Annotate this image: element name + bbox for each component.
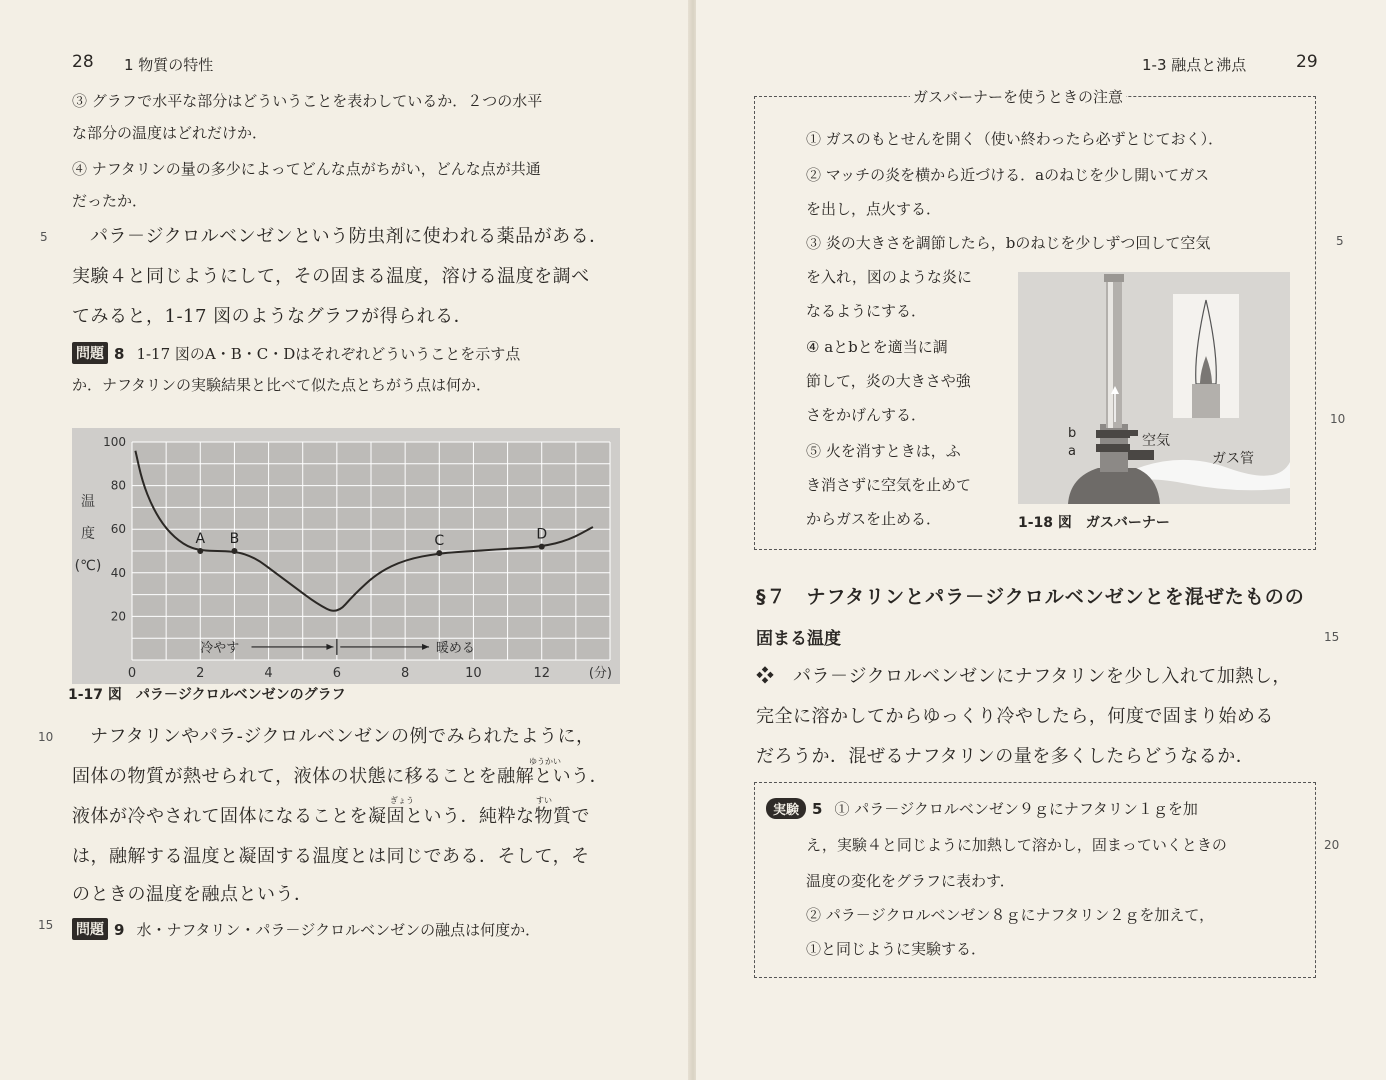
x-tick-label: 6 [332,666,341,681]
step-4-line3: さをかげんする． [806,406,927,424]
step-4-line1: ④ aとbとを適当に調 [806,338,948,356]
line-number-10: 10 [38,730,54,744]
label-b: b [1068,426,1077,441]
problem-9-number: 9 [114,921,125,939]
right-line-number-20: 20 [1324,838,1340,852]
x-tick-label: 8 [401,666,410,681]
figure-1-17-caption: 1-17 図 パラ－ジクロルベンゼンのグラフ [68,687,346,703]
x-unit-label: (分) [588,666,612,681]
right-line-number-5: 5 [1336,234,1344,248]
paragraph2-line2: 固体の物質が熱せられて，液体の状態に移ることを融解という． [72,766,609,787]
problem-8-text-line2: か．ナフタリンの実験結果と比べて似た点とちがう点は何か． [72,376,491,394]
y-tick-label: 20 [110,609,126,624]
intro-line3: だろうか．混ぜるナフタリンの量を多くしたらどうなるか． [756,746,1255,767]
point-label-c: C [434,533,445,550]
annotation-cool: 冷やす [200,640,240,656]
y-axis-label: 温 [81,494,95,510]
x-tick-label: 12 [533,666,550,681]
problem-8-text: 1-17 図のA・B・C・Dはそれぞれどういうことを示す点 [136,345,521,363]
furigana-yuukai: ゆうかい [529,757,561,766]
point-b [231,548,237,554]
section-7-title: §７ ナフタリンとパラ－ジクロルベンゼンとを混ぜたものの [756,586,1305,608]
question-4-line1: ④ ナフタリンの量の多少によってどんな点がちがい，どんな点が共通 [72,160,541,178]
right-section-header: 1-3 融点と沸点 [1142,56,1247,74]
paragraph1-line2: 実験４と同じようにして，その固まる温度，溶ける温度を調べ [72,266,590,287]
paragraph1-line1: パラ－ジクロルベンゼンという防虫剤に使われる薬品がある． [90,226,608,247]
step-2-line1: ② マッチの炎を横から近づける．aのねじを少し開いてガス [806,166,1210,184]
line-number-15: 15 [38,918,54,932]
point-label-b: B [229,531,240,547]
experiment-number: 5 [812,800,823,818]
intro-line1: ❖ パラ－ジクロルベンゼンにナフタリンを少し入れて加熱し， [756,666,1291,687]
problem-9-text: 水・ナフタリン・パラ－ジクロルベンゼンの融点は何度か． [136,921,541,939]
experiment-badge: 実験 [766,798,806,819]
question-3-line2: な部分の温度はどれだけか． [72,124,268,142]
furigana-gyou: ぎょう [390,796,414,805]
figure-1-18-caption: 1-18 図 ガスバーナー [1018,515,1170,531]
problem-9 [72,918,540,940]
point-label-a: A [195,531,206,547]
section-7-subtitle: 固まる温度 [756,629,841,649]
right-page-number: 29 [1296,52,1318,72]
label-air: 空気 [1142,433,1170,449]
question-4-line2: だったか． [72,192,148,210]
y-axis-label: 度 [81,526,95,542]
experiment-5-line5: ①と同じように実験する． [806,940,987,958]
y-tick-label: 100 [103,435,126,449]
experiment-5-line1 [766,798,1198,819]
line-number-5: 5 [40,230,48,244]
x-tick-label: 0 [127,666,137,681]
problem-9-badge: 問題 [72,918,108,940]
step-3-line1: ③ 炎の大きさを調節したら，bのねじを少しずつ回して空気 [806,234,1211,252]
experiment-5-line2: え，実験４と同じように加熱して溶かし，固まっていくときの [806,836,1227,854]
intro-line2: 完全に溶かしてからゆっくり冷やしたら，何度で固まり始める [756,706,1274,727]
paragraph2-line4: は，融解する温度と凝固する温度とは同じである．そして，そ [72,846,590,867]
experiment-step-1: ① パラ－ジクロルベンゼン９ｇにナフタリン１ｇを加 [834,800,1198,818]
left-page [0,0,690,1080]
x-tick-label: 10 [465,666,482,681]
step-2-line2: を出し，点火する． [806,200,942,218]
x-tick-label: 4 [264,666,273,681]
step-1: ① ガスのもとせんを開く（使い終わったら必ずとじておく）． [806,130,1224,148]
y-tick-label: 80 [110,478,126,493]
right-line-number-15: 15 [1324,630,1340,644]
right-line-number-10: 10 [1330,412,1346,426]
paragraph1-line3: てみると，1-17 図のようなグラフが得られる． [72,306,473,327]
point-label-d: D [536,526,548,543]
question-3-line1: ③ グラフで水平な部分はどういうことを表わしているか．２つの水平 [72,92,543,110]
gas-burner-illustration [1018,272,1290,504]
step-5-line3: からガスを止める． [806,510,942,528]
x-tick-label: 2 [196,666,205,681]
point-a [197,548,203,554]
left-page-number: 28 [72,52,94,72]
y-tick-label: 60 [110,522,126,537]
label-gas-tube: ガス管 [1212,451,1254,467]
problem-8 [72,342,520,364]
step-4-line2: 節して，炎の大きさや強 [806,372,971,390]
caution-box-title: ガスバーナーを使うときの注意 [910,86,1126,107]
point-d [539,544,545,550]
furigana-sui: すい [536,796,552,805]
right-page [696,0,1386,1080]
label-a: a [1068,444,1076,459]
point-c [436,550,442,556]
step-5-line1: ⑤ 火を消すときは，ふ [806,442,961,460]
y-tick-label: 40 [110,565,126,580]
paragraph2-line1: ナフタリンやパラ-ジクロルベンゼンの例でみられたように， [90,726,595,747]
temperature-chart [72,428,620,684]
experiment-5-line4: ② パラ－ジクロルベンゼン８ｇにナフタリン２ｇを加えて， [806,906,1215,924]
step-5-line2: き消さずに空気を止めて [806,476,972,494]
problem-8-number: 8 [114,345,125,363]
experiment-5-line3: 温度の変化をグラフに表わす． [806,872,1015,890]
left-chapter-title: 1 物質の特性 [124,56,214,74]
paragraph2-line3: 液体が冷やされて固体になることを凝固という．純粋な物質で [72,806,590,827]
y-axis-label: (℃) [74,558,102,574]
paragraph2-line5: のときの温度を融点という． [72,884,313,905]
annotation-warm: 暖める [435,640,475,656]
problem-8-badge: 問題 [72,342,108,364]
step-3-line3: なるようにする． [806,302,927,320]
step-3-line2: を入れ，図のような炎に [806,268,972,286]
